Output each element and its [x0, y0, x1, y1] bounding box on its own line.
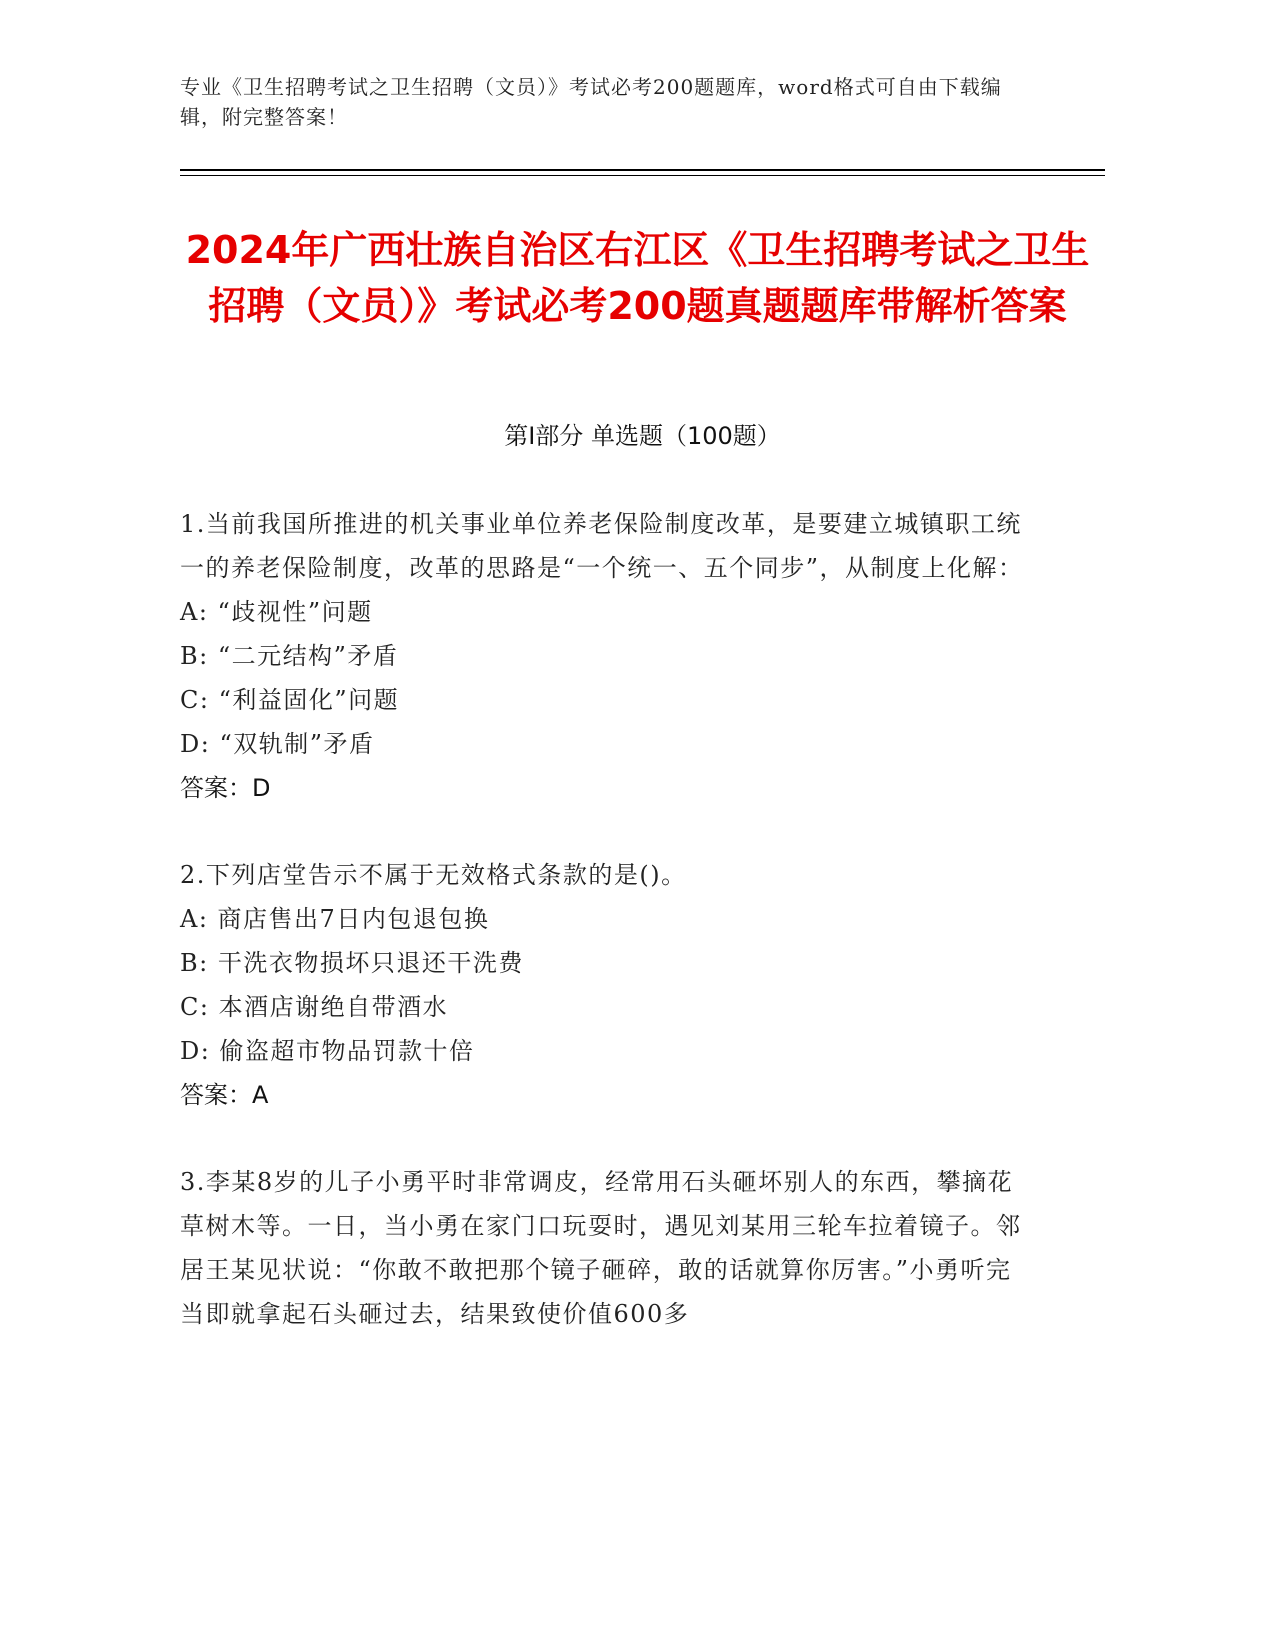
question-text: 2.下列店堂告示不属于无效格式条款的是()。	[180, 861, 687, 889]
option-a: A: “歧视性”问题	[180, 598, 373, 626]
option-c: C: “利益固化”问题	[180, 686, 400, 714]
header-rule-thick	[180, 169, 1105, 171]
answer-label: 答案：A	[180, 1081, 269, 1109]
option-b: B: 干洗衣物损坏只退还干洗费	[180, 949, 524, 977]
document-title: 2024年广西壮族自治区右江区《卫生招聘考试之卫生招聘（文员）》考试必考200题真题题库带解析答案	[185, 228, 1090, 328]
option-d: D: “双轨制”矛盾	[180, 730, 375, 758]
option-a: A: 商店售出7日内包退包换	[180, 905, 490, 933]
question-list	[180, 502, 1025, 1379]
question-text: 3.李某8岁的儿子小勇平时非常调皮，经常用石头砸坏别人的东西，攀摘花草树木等。一日，当小勇在家门口玩耍时，遇见刘某用三轮车拉着镜子。邻居王某见状说：“你敢不敢把那个镜子砸碎，敢的话就算你厉害。”小勇听完当即就拿起石头砸过去，结果致使价值600多	[180, 1168, 1022, 1328]
header-rule-thin	[180, 175, 1105, 176]
header-note: 专业《卫生招聘考试之卫生招聘（文员）》考试必考200题题库，word格式可自由下载编辑，附完整答案！	[180, 75, 1002, 129]
question-3	[180, 1160, 1025, 1336]
option-c: C: 本酒店谢绝自带酒水	[180, 993, 449, 1021]
option-d: D: 偷盗超市物品罚款十倍	[180, 1037, 475, 1065]
question-1	[180, 502, 1025, 810]
answer-label: 答案：D	[180, 774, 271, 802]
option-b: B: “二元结构”矛盾	[180, 642, 399, 670]
section-title: 第Ⅰ部分 单选题（100题）	[504, 422, 781, 450]
question-text: 1.当前我国所推进的机关事业单位养老保险制度改革，是要建立城镇职工统一的养老保险制度，改革的思路是“一个统一、五个同步”，从制度上化解：	[180, 510, 1024, 582]
question-2	[180, 853, 1025, 1117]
